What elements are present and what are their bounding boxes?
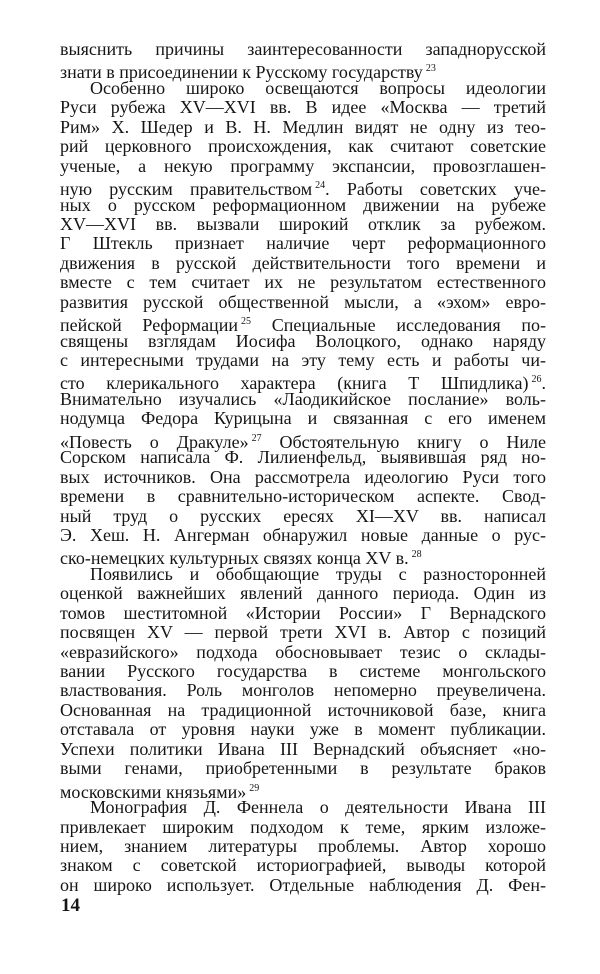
line-text: ных о русском реформационном движении на рубеже [60, 194, 546, 215]
line-text: оценкой важнейших явлений данного периода. Один из [60, 583, 546, 604]
line-text: движения в русской действительности того времени и [60, 252, 546, 273]
line-text: пейской Реформации [60, 315, 238, 336]
line-text: посвящен XV — первой трети XVI в. Автор с позиций [60, 622, 546, 643]
paragraph [60, 39, 546, 83]
line-text: властвования. Роль монголов непомерно преувеличена. [60, 680, 546, 701]
text-line [60, 662, 546, 681]
text-line [60, 448, 546, 467]
text-line [60, 370, 546, 394]
text-line [60, 643, 546, 662]
line-text: привлекает широким подходом к теме, ярким изложе- [60, 816, 546, 837]
line-text: знати в присоединении к Русскому государству [60, 62, 423, 83]
line-text: вых источников. Она рассмотрела идеологию Руси того [60, 466, 546, 487]
text-line [60, 118, 546, 137]
line-text: Руси рубежа XV—XVI вв. В идее «Москва — третий [60, 97, 546, 118]
text-line [60, 176, 546, 200]
line-text: Э. Хеш. Н. Ангерман обнаружил новые данные о рус- [60, 524, 546, 545]
line-text-continued: . Работы советских уче- [325, 179, 546, 200]
text-line [60, 409, 546, 428]
line-text: Сорском написала Ф. Лилиенфельд, выявившая ряд но- [60, 447, 546, 468]
text-line [60, 468, 546, 487]
footnote-marker: 23 [425, 63, 436, 75]
text-line [60, 759, 546, 778]
text-line [60, 351, 546, 370]
text-line [60, 215, 546, 234]
line-text: Особенно широко освещаются вопросы идеологии [90, 77, 546, 98]
text-line [60, 40, 546, 59]
line-text-continued: Специальные исследования по- [250, 315, 546, 336]
text-line [60, 701, 546, 720]
text-line [60, 429, 546, 452]
page-number: 14 [61, 895, 80, 916]
text-line [60, 312, 546, 336]
text-line [60, 234, 546, 253]
line-text: выми генами, приобретенными в результате браков [60, 758, 546, 779]
text-line [60, 98, 546, 117]
line-text: Основанная на традиционной источниковой базе, книга [60, 699, 546, 720]
text-line [60, 507, 546, 526]
line-text: Появились и обобщающие труды с разносторонней [90, 563, 546, 584]
text-line [60, 837, 546, 856]
text-line [60, 273, 546, 292]
line-text: рий церковного происхождения, как считают советские [60, 136, 546, 157]
line-text: ско-немецких культурных связях конца XV в. [60, 548, 409, 569]
line-text: вместе с тем считает их не результатом естественного [60, 272, 546, 293]
line-text: ученые, а некую программу экспансии, провозглашен- [60, 155, 546, 176]
text-line [60, 740, 546, 759]
line-text: сто клерикального характера (книга Т Шпидлика) [60, 373, 529, 394]
text-line [60, 137, 546, 156]
book-page-text [60, 40, 546, 895]
text-line [60, 779, 546, 802]
line-text: знаком с советской историографией, выводы которой [60, 855, 546, 876]
line-text: томов шеститомной «Истории России» Г Вернадского [60, 602, 546, 623]
text-line [60, 332, 546, 351]
line-text: священы взглядам Иосифа Волоцкого, однако наряду [60, 330, 546, 351]
line-text: Рим» Х. Шедер и В. Н. Медлин видят не одну из тео- [60, 116, 546, 137]
line-text: Внимательно изучались «Лаодикийское послание» воль- [60, 388, 546, 409]
line-text: «Повесть о Дракуле» [60, 431, 249, 452]
text-line [60, 798, 546, 817]
line-text-continued: Обстоятельную книгу о Ниле [261, 431, 546, 452]
line-text: московскими князьями» [60, 781, 247, 802]
footnote-marker: 28 [411, 549, 422, 561]
footnote-marker: 27 [251, 432, 262, 444]
line-text: отставала от уровня науки уже в момент публикации. [60, 719, 546, 740]
text-line [60, 720, 546, 739]
text-line [60, 623, 546, 642]
line-text: выяснить причины заинтересованности западнорусской [60, 39, 546, 59]
text-line [60, 584, 546, 603]
footnote-marker: 26 [531, 374, 542, 386]
text-line [60, 526, 546, 545]
text-line [60, 545, 546, 569]
text-line [60, 681, 546, 700]
line-text: с интересными трудами на эту тему есть и работы чи- [60, 350, 546, 370]
line-text: Г Штекль признает наличие черт реформационного [60, 233, 546, 254]
line-text: вании Русского государства в системе монгольского [60, 661, 546, 681]
line-text: он широко использует. Отдельные наблюдения Д. Фен- [60, 874, 546, 895]
line-text: Монография Д. Феннела о деятельности Ивана III [90, 797, 546, 818]
text-line [60, 565, 546, 584]
line-text: развития русской общественной мысли, а «эхом» евро- [60, 291, 546, 312]
line-text: XV—XVI вв. вызвали широкий отклик за рубежом. [60, 213, 546, 234]
text-line [60, 876, 546, 895]
text-line [60, 59, 546, 83]
paragraph [60, 563, 546, 802]
text-line [60, 196, 546, 215]
footnote-marker: 24 [315, 180, 326, 192]
text-line [60, 856, 546, 875]
text-line [60, 157, 546, 176]
line-text: времени в сравнительно-историческом аспекте. Свод- [60, 486, 546, 507]
line-text: «евразийского» подхода обосновывает тезис о склады- [60, 641, 546, 662]
footnote-marker: 25 [240, 316, 251, 328]
line-text: ный труд о русских ересях XI—XV вв. написал [60, 505, 546, 526]
line-text: нием, знанием литературы проблемы. Автор хорошо [60, 835, 546, 856]
footnote-marker: 29 [249, 782, 260, 794]
text-line [60, 254, 546, 273]
line-text: Успехи политики Ивана III Вернадский объясняет «но- [60, 738, 546, 759]
paragraph [60, 77, 546, 569]
line-text-continued: . [541, 373, 546, 394]
line-text: нодумца Федора Курицына и связанная с его именем [60, 408, 546, 429]
paragraph [60, 798, 546, 895]
text-line [60, 390, 546, 409]
text-line [60, 487, 546, 506]
text-line [60, 818, 546, 837]
line-text: ную русским правительством [60, 179, 313, 200]
text-line [60, 79, 546, 98]
text-line [60, 293, 546, 312]
text-line [60, 604, 546, 623]
